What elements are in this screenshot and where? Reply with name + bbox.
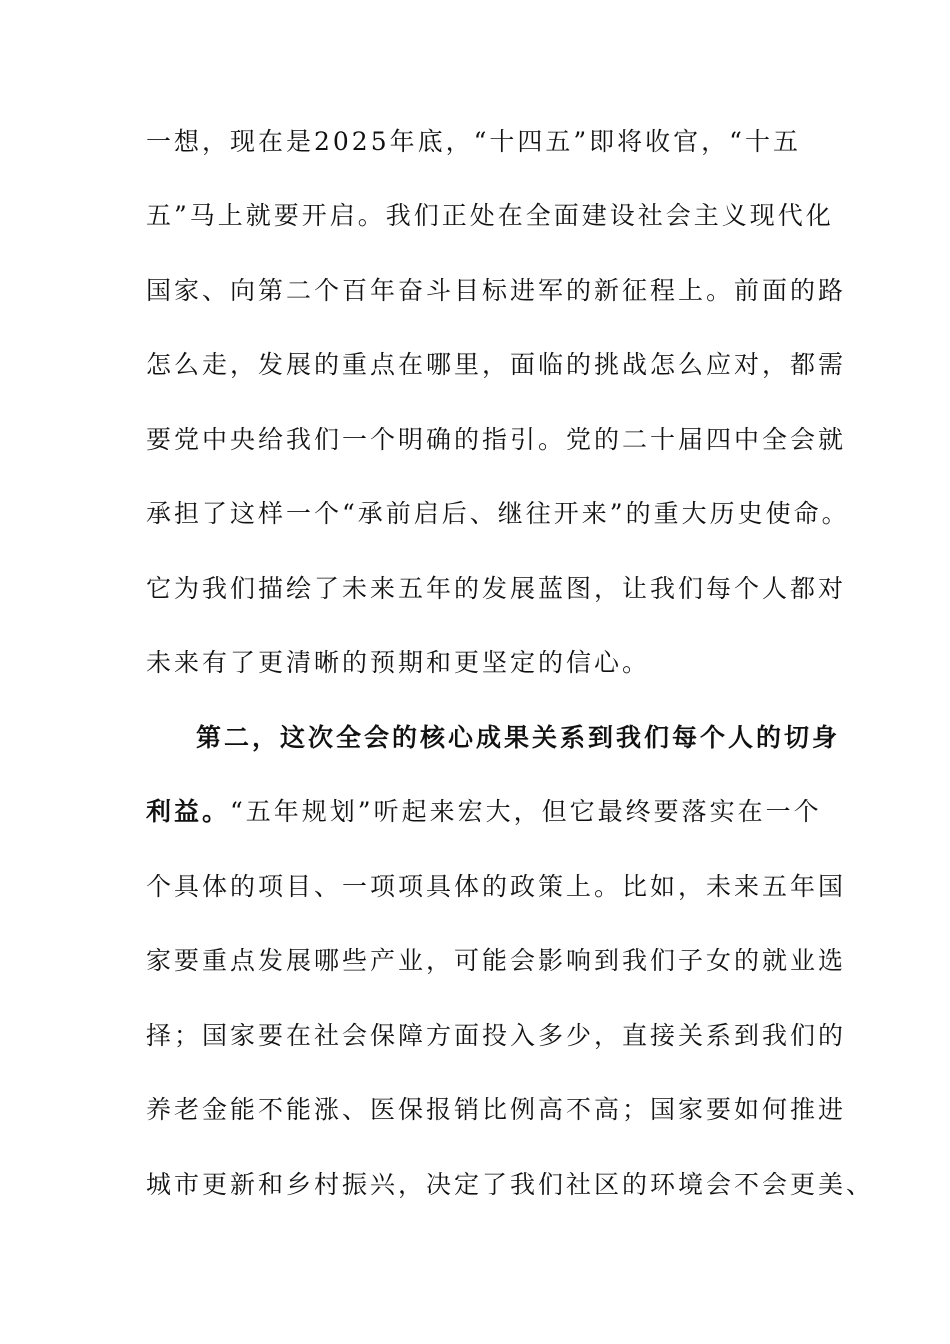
paragraph-2-line-2-rest: “五年规划”听起来宏大，但它最终要落实在一个: [230, 797, 822, 826]
paragraph-2-line-3: 个具体的项目、一项项具体的政策上。比如，未来五年国: [146, 872, 847, 901]
paragraph-1-line-3: 国家、向第二个百年奋斗目标进军的新征程上。前面的路: [146, 276, 847, 305]
paragraph-1-line-5: 要党中央给我们一个明确的指引。党的二十届四中全会就: [146, 425, 847, 454]
paragraph-1-line-1: 一想，现在是2025年底，“十四五”即将收官，“十五: [146, 127, 801, 156]
paragraph-1-line-8: 未来有了更清晰的预期和更坚定的信心。: [146, 648, 651, 677]
paragraph-2-line-6: 养老金能不能涨、医保报销比例高不高；国家要如何推进: [146, 1095, 847, 1124]
paragraph-2-line-2: [146, 795, 822, 829]
paragraph-2-line-4: 家要重点发展哪些产业，可能会影响到我们子女的就业选: [146, 946, 847, 975]
paragraph-1-line-4: 怎么走，发展的重点在哪里，面临的挑战怎么应对，都需: [146, 350, 847, 379]
paragraph-1-line-7: 它为我们描绘了未来五年的发展蓝图，让我们每个人都对: [146, 574, 847, 603]
paragraph-2-heading: 第二，这次全会的核心成果关系到我们每个人的切身: [196, 723, 841, 752]
paragraph-1-line-2: 五”马上就要开启。我们正处在全面建设社会主义现代化: [146, 201, 834, 230]
paragraph-2-heading-end: 利益。: [146, 797, 231, 826]
paragraph-2-line-5: 择；国家要在社会保障方面投入多少，直接关系到我们的: [146, 1021, 847, 1050]
paragraph-1-line-6: 承担了这样一个“承前启后、继往开来”的重大历史使命。: [146, 499, 850, 528]
paragraph-2-line-7: 城市更新和乡村振兴，决定了我们社区的环境会不会更美、: [146, 1170, 875, 1199]
